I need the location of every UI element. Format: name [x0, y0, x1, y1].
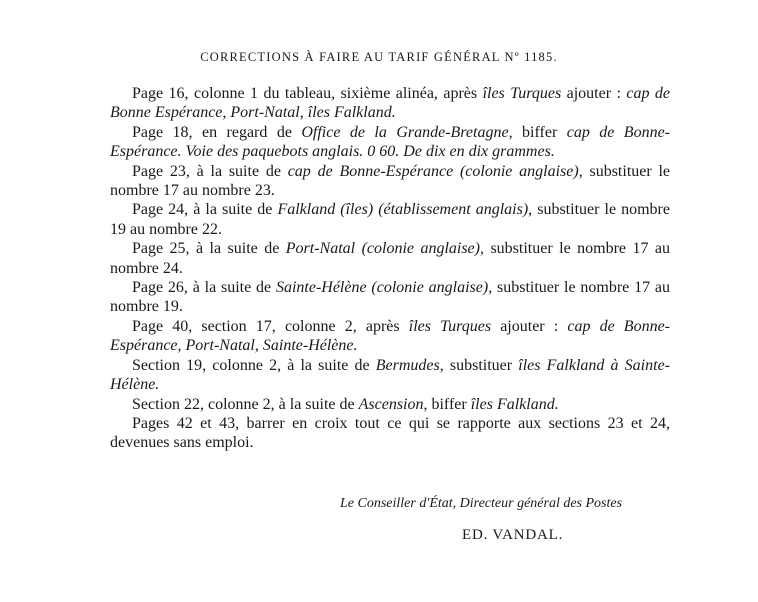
text-run: ajouter :: [491, 317, 568, 335]
italic-text-run: îles Falkland.: [470, 395, 559, 413]
correction-paragraph: [110, 317, 670, 356]
italic-text-run: cap de Bonne Espérance, Port-Natal, îles Falkland.: [110, 85, 671, 122]
text-run: , substituer le nombre 19 au nombre 22.: [110, 201, 670, 238]
italic-text-run: Sainte-Hélène (colonie anglaise): [275, 279, 489, 297]
correction-paragraph: [110, 356, 670, 395]
correction-paragraph: [110, 278, 670, 317]
italic-text-run: cap de Bonne-Espérance (colonie anglaise): [287, 162, 579, 180]
italic-text-run: Falkland (îles) (établissement anglais): [277, 201, 529, 219]
text-run: , biffer: [508, 123, 567, 141]
italic-text-run: Ascension: [358, 395, 424, 413]
text-run: Page 18, en regard de: [132, 123, 302, 141]
text-run: Page 16, colonne 1 du tableau, sixième alinéa, après: [132, 85, 483, 102]
correction-paragraph: [110, 84, 670, 123]
text-run: Page 26, à la suite de: [132, 279, 276, 297]
italic-text-run: Port-Natal (colonie anglaise): [285, 240, 480, 258]
text-run: Page 23, à la suite de: [132, 162, 288, 180]
text-run: Section 22, colonne 2, à la suite de: [132, 395, 359, 413]
correction-paragraph: [110, 395, 670, 414]
correction-paragraph: [110, 162, 670, 201]
text-run: Page 24, à la suite de: [132, 201, 278, 219]
signature-name: ED. VANDAL.: [462, 527, 564, 543]
italic-text-run: îles Falkland à Sainte-Hélène.: [110, 356, 671, 394]
italic-text-run: Office de la Grande-Bretagne: [301, 123, 509, 141]
text-run: , biffer: [423, 395, 471, 413]
document-heading: CORRECTIONS À FAIRE AU TARIF GÉNÉRAL Nº 1185.: [200, 50, 558, 64]
text-run: , substituer le nombre 17 au nombre 19.: [110, 279, 670, 316]
correction-paragraph: [110, 200, 670, 239]
italic-text-run: Bermudes: [375, 356, 440, 374]
correction-paragraph: [110, 239, 670, 278]
corrections-body: [110, 84, 670, 453]
signatory-title: Le Conseiller d'État, Directeur général des Postes: [340, 496, 623, 511]
text-run: Pages 42 et 43, barrer en croix tout ce qui se rapporte aux sections 23 et 24, devenues sans emploi.: [110, 414, 670, 452]
italic-text-run: cap de Bonne-Espérance. Voie des paquebots anglais. 0 60. De dix en dix grammes.: [110, 123, 671, 161]
text-run: , substituer: [439, 356, 519, 374]
text-run: Page 25, à la suite de: [132, 240, 286, 258]
italic-text-run: îles Turques: [482, 85, 562, 102]
correction-paragraph: [110, 414, 670, 453]
italic-text-run: îles Turques: [408, 317, 492, 335]
italic-text-run: cap de Bonne-Espérance, Port-Natal, Sainte-Hélène.: [110, 317, 671, 355]
text-run: , substituer le nombre 17 au nombre 23.: [110, 162, 671, 200]
text-run: Section 19, colonne 2, à la suite de: [132, 356, 376, 374]
text-run: Page 40, section 17, colonne 2, après: [132, 317, 409, 335]
text-run: ajouter :: [561, 85, 627, 102]
text-run: , substituer le nombre 17 au nombre 24.: [110, 240, 670, 277]
correction-paragraph: [110, 123, 670, 162]
